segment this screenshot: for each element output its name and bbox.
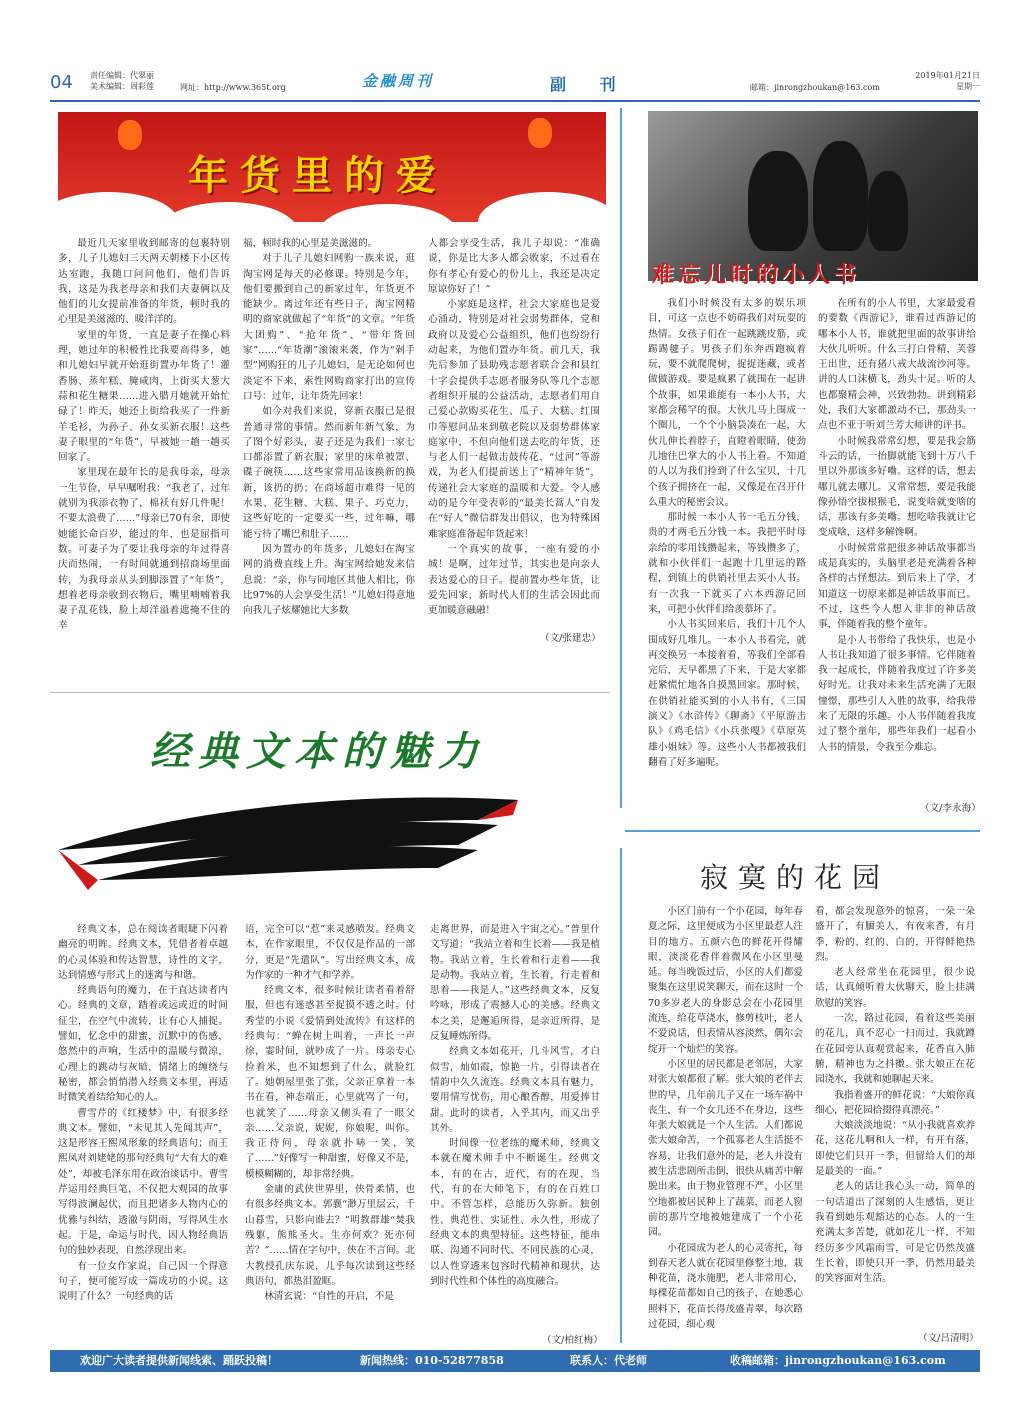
article1-banner: [58, 112, 606, 222]
article2-title: 难忘儿时的小人书: [652, 263, 861, 288]
paragraph: 经典语句的魔力，在于直达读者内心。经典的文章，踏着或远或近的时间征尘，在空气中流转，让有心人捕捉。譬如，忆念中的甜蜜，沉默中的伤感，悠然中的声响，生活中的温暖与微凉，心理上的跳动与灰暗，情绪上的缠绕与秘密，都会悄悄潜入经典文本里，再适时微笑着结给知心的人。: [58, 985, 228, 1104]
article4-byline: （文/吕清明）: [918, 1333, 979, 1344]
page-number: 04: [50, 72, 73, 93]
paragraph: 一次，路过花园，看着这些美丽的花儿，真不忍心一扫而过，我就蹲在花园旁认真观赏起来，花香直入肺腑，精神也为之抖擞。张大娘正在花园浇水，我就和她聊起天来。: [815, 1013, 975, 1086]
article3-banner: [58, 720, 618, 900]
paragraph: 福，顿时我的心里是美滋滋的。: [243, 238, 378, 249]
article4-col1: [648, 904, 803, 1332]
paragraph: 语，完全可以“惹”来灵感喷发。经典文本，在作家眼里，不仅仅是作品的一部分，更是“先遣队”。写出经典文本，成为作家的一种才气和学养。: [245, 924, 415, 981]
paragraph: 如今对我们来说，穿新衣服已是很普通寻常的事情。然而新年新气象，为了图个好彩头，妻子还是为我们一家七口都添置了新衣服；家里的床单被罩、碟子碗筷……这些家常用品该换新的换新，该扔的扔；在商场超市难得一见的水果、花生糖、大糕、果子、巧克力，这些好吃的一定要买一些，过年嘛，哪能亏待了嘴巴和肚子……: [243, 406, 415, 540]
child-figure: [813, 141, 868, 251]
section-divider-left: [50, 692, 610, 693]
editor-line: 责任编辑：代翠丽: [90, 71, 154, 80]
article3-col3: [430, 922, 600, 1289]
footer-email[interactable]: 收稿邮箱：jinrongzhoukan@163.com: [730, 1354, 946, 1367]
article1-title: 年货里的爱: [188, 153, 448, 199]
section-divider: [625, 830, 980, 832]
paragraph: 走离世界，而是进入宇宙之心。”普里什文写道：“我站立着和生长着——我是植物。我站立着，生长着和行走着——我是动物。我站立着，生长着，行走着和思着——我是人。”这些经典文本，反复吟咏，形成了震撼人心的美感。经典文本之美，是邂逅所得，是亲近所得，是反复睡炼所得。: [430, 924, 600, 1043]
footer-hotline: 新闻热线：010-52877858: [360, 1354, 504, 1367]
paragraph: 老人的话让我心头一动，简单的一句话道出了深刻的人生感悟，更让我看到她乐观豁达的心态。人的一生充满太多苦楚，就如花儿一样，不知经历多少风霜雨雪，可是它仍然茂盛生长着，即使只开一季，仍然用最美的笑容面对生活。: [815, 1181, 975, 1285]
article3-col1: [58, 922, 228, 1304]
paragraph: 是小人书带给了我快乐，也是小人书让我知道了很多事情。它伴随着我一起成长，伴随着我度过了许多美好时光。让我对未来生活充满了无限憧憬，那些引人入胜的故事，给我带来了无限的乐趣。小人书伴随着我度过了整个童年，那些年我们一起看小人书的情景，令我至今难忘。: [818, 634, 976, 753]
paragraph: 在所有的小人书里，大家最爱看的要数《西游记》，谁看过西游记的哪本小人书，谁就把里面的故事讲给大伙儿听听。什么三打白骨精，芙蓉王出世，还有猪八戒大战流沙河等。讲的人口沫横飞，劲头十足。听的人也都聚精会神，兴致勃勃。讲到精彩处，我们大家都激动不已，那劲头一点也不亚于听刘兰芳大师讲的评书。: [818, 298, 976, 432]
column-divider-lower: [620, 848, 622, 1343]
email[interactable]: 邮箱：jinrongzhoukan@163.com: [750, 83, 880, 92]
editor-credits: [90, 70, 154, 92]
paragraph: 时间像一位老练的魔术师，经典文本就在魔术师手中不断诞生。经典文本，有的在古，近代，有的在现、当代，有的在大师笔下，有的在百姓口中。不管怎样，总能历久弥新。独创性、典范性、实证性、永久性，形成了经典文本的典型特征。这些特征，能串联、沟通不同时代、不同民族的心灵，以人性穿透来包容时代精神和现状，达到时代性和个体性的高度融合。: [430, 1138, 600, 1287]
paragraph: 小时候常常把很多神话故事都当成是真实的，头脑里老是充满着各种各样的古怪想法。到后来上了学，才知道这一切原来都是神话故事而已。不过，这些今人想入非非的神话故事，伴随着我的整个童年。: [818, 542, 976, 631]
article1-col3: [428, 236, 600, 618]
child-figure: [868, 171, 908, 251]
paragraph: 家里的年货，一直是妻子在操心料理，她过年的积极性比我要高得多，她和儿媳妇早就开始逛街置办年货了！灌香肠、蒸年糕、腌咸肉，上街买大葱大蒜和花生糖果……进入腊月她就开始忙碌了！昨天，她还上街给我买了一件新羊毛衫，为孙子、孙女买新衣服！这些妻子眼里的“年货”，早被她一趟一趟买回家了。: [58, 329, 230, 464]
footer-welcome: 欢迎广大读者提供新闻线索、踊跃投稿！: [80, 1354, 278, 1367]
paragraph: 老人经常坐在花园里，很少说话，认真倾听着大伙聊天，脸上挂满欣慰的笑容。: [815, 967, 975, 1009]
brush-wing-graphic: [58, 790, 518, 900]
lantern-icon: [118, 120, 142, 150]
article1-col1: [58, 236, 230, 634]
website[interactable]: 网址：http://www.365t.org: [180, 83, 286, 92]
article3-byline: （文/柏红梅）: [542, 1335, 603, 1346]
paragraph: 林清玄说：“自性的开启，不是: [264, 1291, 394, 1303]
paragraph: 一个真实的故事，一座有爱的小城！是啊，过年过节，其实也是向亲人表达爱心的日子。提前置办些年货，让爱先回家，新时代人们的生活会因此而更加暖意融融！: [428, 543, 600, 617]
article3-col2: [245, 922, 415, 1304]
paragraph: 经典文本如花开，几斗风雪，才白似雪，灿如霞，惊艳一片，引得读者在情韵中久久流连。经典文本具有魅力，要用情写忧伤，用心酿香醇，用爱捧甘甜。此时的读者，入乎其内，而又出乎其外。: [430, 1046, 600, 1134]
paragraph: 经典文本，总在阅读者眼睫下闪着幽亮的明眸。经典文本，凭借者着卓越的心灵体验和传达智慧，诗性的文字，达到情感与形式上的迷离与和谐。: [58, 924, 228, 981]
column-divider: [620, 108, 622, 808]
paragraph: 人都会享受生活，我儿子却说：“准确说，你是比大多人都会败家，不过看在你有孝心有爱心的份儿上，我还是决定原谅你好了！”: [428, 238, 600, 295]
kids-reading-photo: [648, 111, 978, 281]
article1-col2: [243, 236, 415, 618]
article4-col2: [815, 904, 975, 1286]
issue-date: [915, 70, 980, 92]
article2-col1: [648, 296, 806, 770]
lantern-icon: [528, 118, 552, 148]
paragraph: 看，都会发现意外的惊喜，一朵一朵盛开了，有腼美人，有夜来香，有月季，粉的、红的、白的，开得鲜艳热烈。: [815, 906, 975, 963]
paragraph: 曹雪芹的《红楼梦》中，有很多经典文本。譬如，“未见其人先闻其声”，这是形容王熙凤形象的经典语句；而王熙凤对刘姥姥的那句经典句“大有大的难处”，却被毛泽东用在政治谈话中。曹雪芹运用经典巨笔，不仅把大观园的故事写得波澜起伏，而且把诸多人物内心的优雅与纠结，透澈与阴雨，写得风生水起。于是，命运与时代，因人物经典语句的独妙表现，自然浮现出来。: [58, 1107, 228, 1257]
paragraph: 小花园成为老人的心灵寄托，每到春天老人就在花园里修整土地，栽种花苗，浇水施肥，老人非常用心，每棵花苗都如自己的孩子，在她悉心照料下，花苗长得茂盛青翠，每次路过花园，细心观: [648, 1242, 803, 1331]
page-header: [50, 70, 980, 102]
paragraph: 大娘淡淡地说：“从小我就喜欢养花，这花儿啊和人一样，有开有落，即使它们只开一季，但留给人们的却是最美的一面。”: [815, 1120, 975, 1178]
paragraph: 小家庭是这样，社会大家庭也是爱心涌动，特别是对社会弱势群体，党和政府以及爱心公益组织，他们也纷纷行动起来，为他们置办年货。前几天，我先后参加了县助残志愿者联合会和县红十字会提供手志愿者服务队等几个志愿者组织开展的公益活动，志愿者们用自己爱心款购买花生、瓜子、大糕、红围巾等慰问品来到敬老院以及弱势群体家庭家中，不但向他们送去吃的年货，还与老人们一起做击鼓传花、“过河”等游戏，为老人们提前送上了“精神年货”，传递社会大家庭的温暖和大爱。令人感动的是今年受表彰的“最美长蒿人”自发在“好人”微信群发出倡议，也为特殊困难家庭准备起年货起来！: [428, 299, 600, 540]
paragraph: 最近几天家里收到邮寄的包裹特别多，儿子儿媳妇三天两天朝楼下小区传达室跑，我随口问问他们，他们告诉我，这是为我老母亲和我们夫妻俩以及他们的儿女提前准备的年货，顿时我的心里是美滋滋的、暖洋洋的。: [58, 238, 230, 326]
footer-bar: [50, 1350, 980, 1372]
paragraph: 经典文本，很多时候让读者看着舒服，但也有迷惑甚至捉摸不透之时。付秀莹的小说《爱情到处流传》有这样的经典句：“蝉在树上叫着，一声长一声徐，霎时间，就吵成了一片。母亲专心捡着米，也不知想到了什么，就脸红了。她朝屋里张了张，父亲正拿着一本书在看，神态端正，心里就骂了一句，也就笑了……母亲又侧头看了一眼父亲……父亲说，妮妮，你娘呢，叫你。我正待问，母亲就扑哧一笑，笑了……”好像写一种甜蜜，好像又不是，模模糊糊的，却非常经典。: [245, 985, 415, 1180]
weekday: 星期一: [956, 82, 980, 91]
article1-byline: （文/张建忠）: [540, 633, 601, 644]
child-figure: [748, 151, 808, 251]
paragraph: 我们小时候没有太多的娱乐项目，可这一点也不妨碍我们对玩耍的热情。女孩子们在一起跳跳皮筋，或踢踢毽子。男孩子们东奔西跑疯着玩，要不就爬爬树，捉捉迷藏，或者做做游戏。要是疯累了就围在一起讲个故事，如果谁能有一本小人书，大家都会稀罕的很。大伙儿马上围成一个圈儿，一个个小脑袋凑在一起，大伙儿伸长着脖子，直瞪着眼睛，使劲儿地往巴掌大的小人书上看。不知道的人以为我们捡到了什么宝贝，十几个孩子拥挤在一起，又像是在召开什么重大的秘密会议。: [648, 298, 806, 508]
article2-byline: （文/李永海）: [920, 803, 981, 814]
paragraph: 对于儿子儿媳妇网购一族来说，逛淘宝网是每天的必修课。特别是今年，他们要搬到自己的新家过年，年货更不能缺少。离过年还有些日子，淘宝网精明的商家就做起了“年货”的文章。“年货大团购”、“抢年货”、“带年货回家”……“年货潮”滚滚来袭，作为“剁手型”网购狂的儿子儿媳妇，是无论如何也淡定不下来，索性网购商家打出的宣传口号：过年，让年货先回家！: [243, 253, 415, 402]
paragraph: 因为置办的年货多，儿媳妇在淘宝网的消费直线上升。淘宝网给她发来信息说：“亲，你与同地区其他人相比，你比97%的人会享受生活！”儿媳妇得意地向我儿子炫耀她比大多数: [243, 543, 415, 617]
section-name: 副 刊: [550, 75, 630, 94]
paragraph: 我指着盛开的鲜花说：“大娘你真细心，把花园拾掇得真漂亮。”: [815, 1089, 975, 1116]
date: 2019年01月21日: [915, 71, 980, 80]
article3-title: 经典文本的魅力: [150, 729, 486, 775]
paragraph: 有一位女作家说，自己因一个得意句子，便可能写成一篇成功的小说。这说明了什么？一句经典的话: [58, 1260, 228, 1303]
article2-col2: [818, 296, 976, 755]
newspaper-logo: 金融周刊: [362, 72, 435, 90]
paragraph: 小区门前有一个小花园，每年春夏之际，这里便成为小区里最惹人注目的地方。五颜六色的鲜花开得耀眼，淡淡花香伴着微风在小区里曼延。每当晚饭过后，小区的人们都爱聚集在这里说笑聊天，而在这时一个70多岁老人的身影总会在小花园里流连，给花草浇水，修剪枝叶，老人不爱说话，但表情从容淡然，偶尔会绽开一个灿烂的笑容。: [648, 906, 803, 1055]
footer-contact: 联系人：代老师: [570, 1354, 647, 1367]
paragraph: 小时候我常常幻想，要是我会筋斗云的话，一抬脚就能飞到十万八千里以外那该多好嘞。这样的话，想去哪儿就去哪儿。又常常想，要是我能像孙悟空拔根猴毛，说变啥就变啥的话，那该有多美嘞。想吃啥我就让它变成啥，这样多解馋啊。: [818, 435, 976, 539]
article4-title: 寂寞的花园: [700, 861, 891, 894]
designer-line: 美术编辑：周彩莲: [90, 82, 154, 91]
paragraph: 小人书买回来后，我们十几个人围成好几堆儿。一本小人书看完，就再交换另一本接着看，等我们全部看完后，天早都黑了下来，于是大家都赶紧慌忙地各自摸黑回家。那时候，在供销社能买到的小人书有，《三国演义》《水浒传》《聊斋》《平原游击队》《鸡毛信》《小兵张嘎》《草原英雄小姐妹》等。这些小人书都被我们翻看了好多遍呢。: [648, 619, 806, 768]
paragraph: 小区里的居民都是老邻居，大家对张大娘都很了解。张大娘的老伴去世的早，几年前儿子又在一场车祸中丧生，有一个女儿还不在身边，这些年张大娘就是一个人生活。人们都说张大娘命苦，一个孤寡老人生活挺不容易，让我们意外的是，老人并没有被生活悲剧所击倒，很快从痛苦中解脱出来。由于物业管理不严，小区里空地都被居民种上了蔬菜，而老人窗前的那片空地被她建成了一个小花园。: [648, 1058, 803, 1239]
paragraph: 家里现在最年长的是我母亲，母亲一生节俭，早早嘱咐我：“我老了，过年就别为我添衣物了，棉袄有好几件呢！不要太浪费了……”母亲已70有余，即使她能长命百岁，能过的年，也是屈指可数。可妻子为了要让我母亲的年过得喜庆而热闹，一有时间就通到招商场里面转，为我母亲从头到脚添置了“年货”，想着老母亲收到衣物后，嘴里喃喃着我妻子乱花钱，脸上却洋溢着遮掩不住的幸: [58, 467, 230, 632]
header-rule: [50, 100, 980, 102]
paragraph: 那时候一本小人书一毛五分钱，贵的才两毛五分钱一本。我把平时母亲给的零用钱攒起来，等钱攒多了，就和小伙伴们一起跑十几里远的路程，到镇上的供销社里去买小人书。有一次我一下就买了六本西游记回来，可把小伙伴们给羡慕坏了。: [648, 512, 806, 615]
paragraph: 金庸的武侠世界里，侠骨柔情，也有很多经典文本。郭襄“渺万里层云，千山暮雪，只影向谁去？”明教群雄“焚我残躯，熊熊圣火。生亦何欢？死亦何苦？”……情在字句中，侠在不言间。北大教授孔庆东说，儿乎每次读到这些经典语句，都热泪盈眶。: [245, 1184, 415, 1287]
